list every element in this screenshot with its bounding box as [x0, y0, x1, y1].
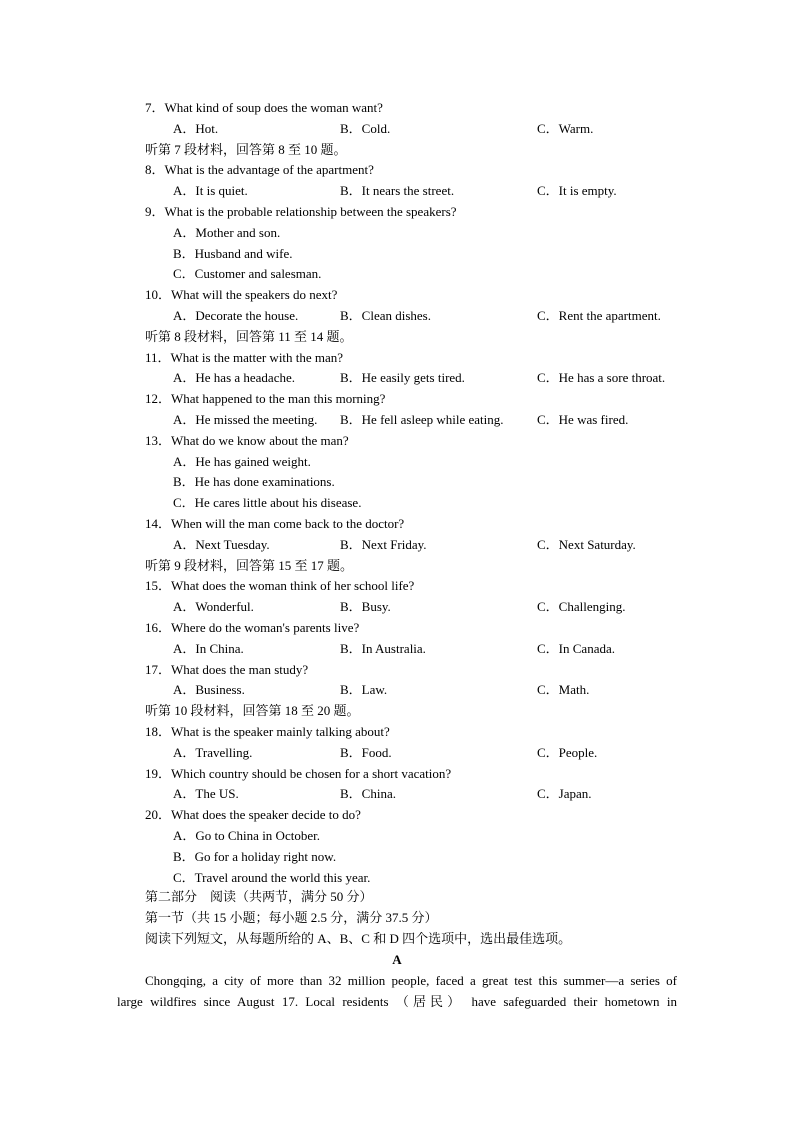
- option-a: A．Hot.: [173, 121, 219, 136]
- option-c: C．He has a sore throat.: [537, 370, 666, 385]
- option-c: C．Rent the apartment.: [537, 308, 661, 323]
- option-c: C．He cares little about his disease.: [173, 495, 362, 510]
- question-stem: 9．What is the probable relationship between the speakers?: [145, 204, 457, 219]
- section-instruction: 听第 8 段材料，回答第 11 至 14 题。: [145, 329, 353, 344]
- option-c: C．Japan.: [537, 786, 592, 801]
- option-a: A．In China.: [173, 641, 244, 656]
- option-c: C．Travel around the world this year.: [173, 870, 371, 885]
- option-b: B．Husband and wife.: [173, 246, 293, 261]
- question-stem: 11．What is the matter with the man?: [145, 350, 344, 365]
- question-stem: 12．What happened to the man this morning?: [145, 391, 386, 406]
- option-a: A．The US.: [173, 786, 239, 801]
- option-b: B．He fell asleep while eating.: [340, 412, 504, 427]
- question-stem: 7．What kind of soup does the woman want?: [145, 100, 383, 115]
- passage-label: A: [392, 952, 402, 967]
- option-b: B．Clean dishes.: [340, 308, 431, 323]
- passage-line: large wildfires since August 17. Local residents （居民） have safeguarded their hometown in: [117, 994, 677, 1009]
- option-b: B．He easily gets tired.: [340, 370, 465, 385]
- option-c: C．In Canada.: [537, 641, 615, 656]
- option-c: C．It is empty.: [537, 183, 617, 198]
- option-b: B．In Australia.: [340, 641, 426, 656]
- question-stem: 16．Where do the woman's parents live?: [145, 620, 360, 635]
- option-c: C．Challenging.: [537, 599, 626, 614]
- section-instruction: 听第 9 段材料，回答第 15 至 17 题。: [145, 558, 354, 573]
- option-a: A．Next Tuesday.: [173, 537, 270, 552]
- passage-line: Chongqing, a city of more than 32 million people, faced a great test this summer—a series of: [145, 973, 677, 988]
- section-instruction: 听第 10 段材料，回答第 18 至 20 题。: [145, 703, 360, 718]
- option-b: B．China.: [340, 786, 396, 801]
- option-b: B．It nears the street.: [340, 183, 455, 198]
- section-instruction: 听第 7 段材料，回答第 8 至 10 题。: [145, 142, 347, 157]
- section-heading: 第一节（共 15 小题；每小题 2.5 分，满分 37.5 分）: [145, 910, 438, 925]
- option-a: A．Decorate the house.: [173, 308, 299, 323]
- option-b: B．Law.: [340, 682, 388, 697]
- option-c: C．He was fired.: [537, 412, 629, 427]
- question-stem: 10．What will the speakers do next?: [145, 287, 338, 302]
- option-a: A．Mother and son.: [173, 225, 281, 240]
- option-b: B．Next Friday.: [340, 537, 427, 552]
- part-heading: 第二部分 阅读（共两节，满分 50 分）: [145, 889, 373, 904]
- option-b: B．Food.: [340, 745, 392, 760]
- option-a: A．He has gained weight.: [173, 454, 311, 469]
- option-c: C．Warm.: [537, 121, 594, 136]
- option-a: A．Travelling.: [173, 745, 253, 760]
- option-a: A．It is quiet.: [173, 183, 248, 198]
- question-stem: 20．What does the speaker decide to do?: [145, 807, 361, 822]
- option-b: B．Go for a holiday right now.: [173, 849, 337, 864]
- option-a: A．Go to China in October.: [173, 828, 320, 843]
- option-c: C．Customer and salesman.: [173, 266, 322, 281]
- question-stem: 14．When will the man come back to the doctor?: [145, 516, 405, 531]
- option-a: A．Wonderful.: [173, 599, 254, 614]
- option-a: A．He has a headache.: [173, 370, 295, 385]
- reading-instruction: 阅读下列短文，从每题所给的 A、B、C 和 D 四个选项中，选出最佳选项。: [145, 931, 572, 946]
- question-stem: 17．What does the man study?: [145, 662, 309, 677]
- option-a: A．Business.: [173, 682, 245, 697]
- option-b: B．Busy.: [340, 599, 391, 614]
- option-b: B．He has done examinations.: [173, 474, 335, 489]
- option-c: C．Math.: [537, 682, 590, 697]
- question-stem: 8．What is the advantage of the apartment?: [145, 162, 374, 177]
- question-stem: 19．Which country should be chosen for a short vacation?: [145, 766, 452, 781]
- option-c: C．Next Saturday.: [537, 537, 636, 552]
- question-stem: 13．What do we know about the man?: [145, 433, 349, 448]
- option-b: B．Cold.: [340, 121, 391, 136]
- question-stem: 15．What does the woman think of her school life?: [145, 578, 415, 593]
- question-stem: 18．What is the speaker mainly talking about?: [145, 724, 390, 739]
- option-c: C．People.: [537, 745, 598, 760]
- option-a: A．He missed the meeting.: [173, 412, 318, 427]
